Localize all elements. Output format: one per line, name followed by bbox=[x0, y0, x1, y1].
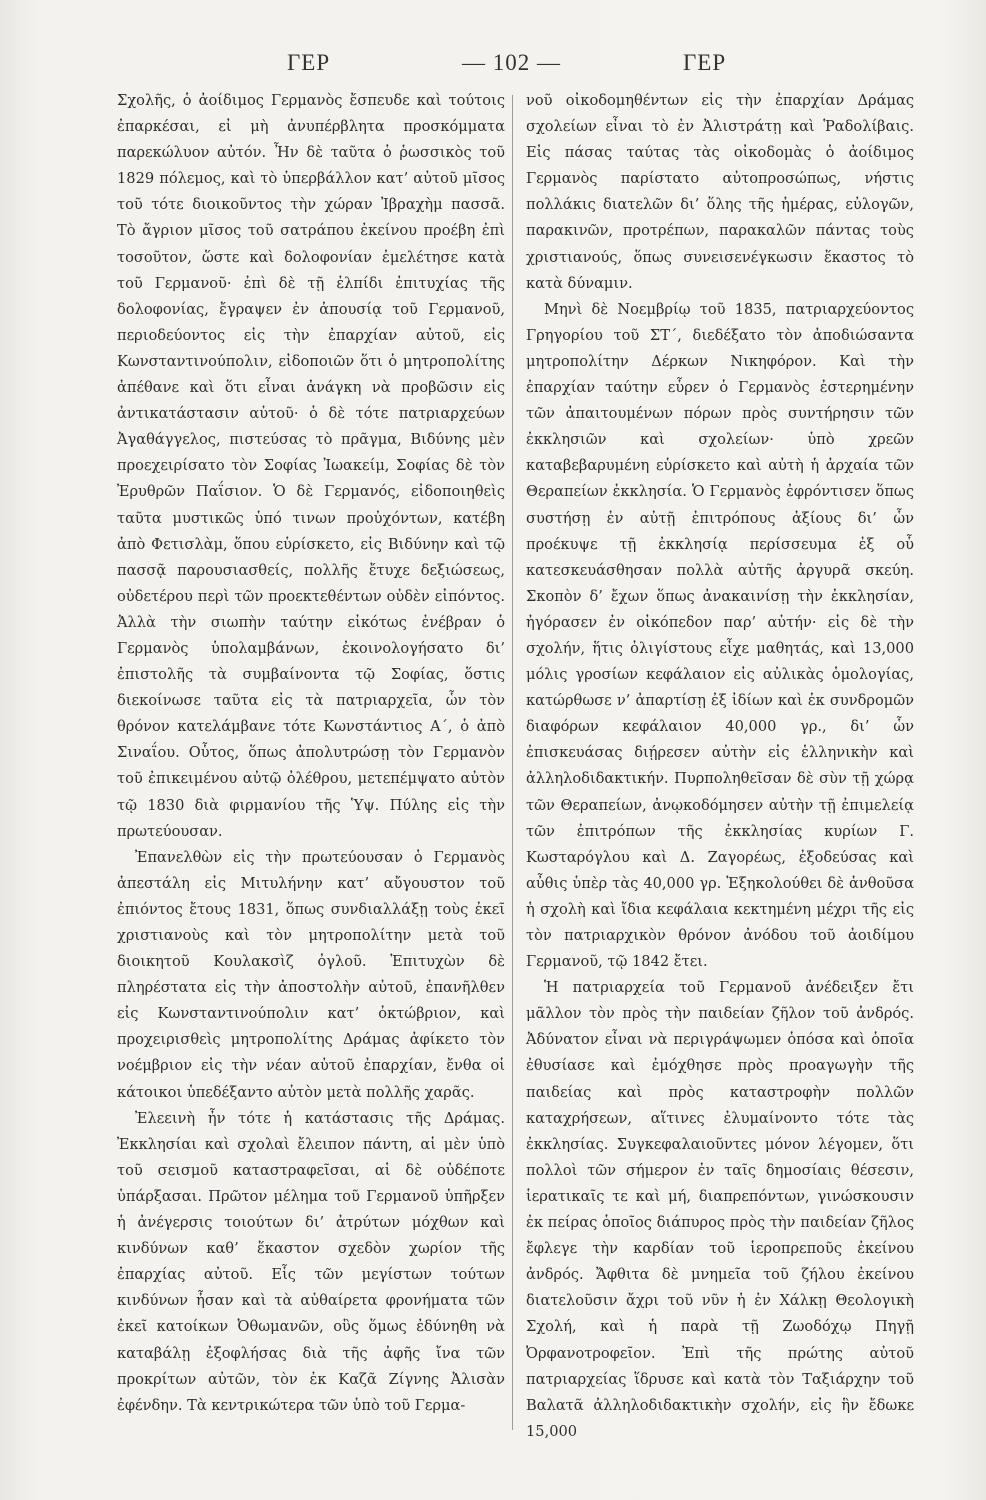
paragraph: Σχολῆς, ὁ ἀοίδιμος Γερμανὸς ἔσπευδε καὶ τούτοις ἐπαρκέσαι, εἰ μὴ ἀνυπέρβλητα προσκόμματα παρεκώλυον αὐτόν. Ἦν δὲ ταῦτα ὁ ῥωσσικὸς τοῦ 1829 πόλεμος, καὶ τὸ ὑπερβάλλον κατ’ αὐτοῦ μῖσος τοῦ τότε διοικοῦντος τὴν χώραν Ἰβραχὴμ πασσᾶ. Τὸ ἄγριον μῖσος τοῦ σατράπου ἐκείνου προέβη ἐπὶ τοσοῦτον, ὥστε καὶ δολοφονίαν ἐμελέτησε κατὰ τοῦ Γερμανοῦ· ἐπὶ δὲ τῇ ἐλπίδι ἐπιτυχίας τῆς δολοφονίας, ἔγραψεν ἐν ἀπουσίᾳ τοῦ Γερμανοῦ, περιοδεύοντος εἰς τὴν ἐπαρχίαν αὐτοῦ, εἰς Κωνσταντινούπολιν, εἰδοποιῶν ὅτι ὁ μητροπολίτης ἀπέθανε καὶ ὅτι εἶναι ἀνάγκη νὰ προβῶσιν εἰς ἀντικατάστασιν αὐτοῦ· ὁ δὲ τότε πατριαρχεύων Ἀγαθάγγελος, πιστεύσας τὸ πρᾶγμα, Βιδύνης μὲν προεχειρίσατο τὸν Σοφίας Ἰωακείμ, Σοφίας δὲ τὸν Ἐρυθρῶν Παΐσιον. Ὁ δὲ Γερμανός, εἰδοποιηθεὶς ταῦτα μυστικῶς ὑπό τινων προὐχόντων, κατέβη ἀπὸ Φετισλὰμ, ὅπου εὑρίσκετο, εἰς Βιδύνην καὶ τῷ πασσᾷ παρουσιασθείς, πολλῆς ἔτυχε δεξιώσεως, οὐδετέρου περὶ τῶν προεκτεθέντων οὐδὲν εἰπόντος. Ἀλλὰ τὴν σιωπὴν ταύτην εἰκότως ἐνέβραν ὁ Γερμανὸς ὑπολαμβάνων, ἐκοινολογήσατο δι’ ἐπιστολῆς τὰ συμβαίνοντα τῷ Σοφίας, ὅστις διεκοίνωσε ταῦτα εἰς τὰ πατριαρχεῖα, ὧν τὸν θρόνον κατελάμβανε τότε Κωνστάντιος Α΄, ὁ ἀπὸ Σιναΐου. Οὗτος, ὅπως ἀπολυτρώσῃ τὸν Γερμανὸν τοῦ ἐπικειμένου αὐτῷ ὀλέθρου, μετεπέμψατο αὐτὸν τῷ 1830 διὰ φιρμανίου τῆς Ὑψ. Πύλης εἰς τὴν πρωτεύουσαν. bbox=[117, 92, 505, 840]
running-head-right: ΓΕΡ bbox=[683, 50, 727, 75]
paragraph: Ἐλεεινὴ ἦν τότε ἡ κατάστασις τῆς Δράμας. Ἐκκλησίαι καὶ σχολαὶ ἔλειπον πάντη, αἱ μὲν ὑπὸ τοῦ σεισμοῦ καταστραφεῖσαι, αἱ δὲ οὐδέποτε ὑπάρξασαι. Πρῶτον μέλημα τοῦ Γερμανοῦ ὑπῆρξεν ἡ ἀνέγερσις τοιούτων δι’ ἀτρύτων μόχθων καὶ κινδύνων καθ’ ἕκαστον σχεδὸν χωρίον τῆς ἐπαρχίας αὐτοῦ. Εἷς τῶν μεγίστων τούτων κινδύνων ἦσαν καὶ τὰ αὐθαίρετα φρονήματα τῶν ἐκεῖ κατοίκων Ὀθωμανῶν, οὓς ὅμως ἐδύνηθη νὰ καταβάλῃ ἐξοφλήσας διὰ τῆς ἀφῆς ἴνα τῶν προκρίτων αὐτῶν, τὸν ἐκ Καζᾶ Ζίγνης Ἀλισὰν ἐφένδην. Τὰ κεντρικώτερα τῶν ὑπὸ τοῦ Γερμα- bbox=[117, 1109, 505, 1414]
paragraph: νοῦ οἰκοδομηθέντων εἰς τὴν ἐπαρχίαν Δράμας σχολείων εἶναι τὸ ἐν Ἀλιστράτῃ καὶ Ῥαδολίβαις. Εἰς πάσας ταύτας τὰς οἰκοδομὰς ὁ ἀοίδιμος Γερμανὸς παρίστατο αὐτοπροσώπως, νήστις πολλάκις διατελῶν δι’ ὅλης τῆς ἡμέρας, εὐλογῶν, παρακινῶν, προτρέπων, παρακαλῶν πάντας τοὺς χριστιανούς, ὅπως συνεισενέγκωσιν ἕκαστος τὸ κατὰ δύναμιν. bbox=[526, 92, 914, 292]
running-head-left: ΓΕΡ bbox=[287, 50, 331, 75]
left-column bbox=[117, 88, 505, 1419]
paragraph: Μηνὶ δὲ Νοεμβρίῳ τοῦ 1835, πατριαρχεύοντος Γρηγορίου τοῦ ΣΤ΄, διεδέξατο τὸν ἀποδιώσαντα μητροπολίτην Δέρκων Νικηφόρον. Καὶ τὴν ἐπαρχίαν ταύτην εὗρεν ὁ Γερμανὸς ἐστερημένην τῶν ἀπαιτουμένων πόρων πρὸς συντήρησιν τῶν ἐκκλησιῶν καὶ σχολείων· ὑπὸ χρεῶν καταβεβαρυμένη εὑρίσκετο καὶ αὐτὴ ἡ ἀρχαία τῶν Θεραπείων ἐκκλησία. Ὁ Γερμανὸς ἐφρόντισεν ὅπως συστήσῃ ἐν αὐτῇ ἐπιτρόπους ἀξίους δι’ ὧν προέκυψε τῇ ἐκκλησίᾳ περίσσευμα ἐξ οὗ κατεσκευάσθησαν πολλὰ αὐτῆς ἀργυρᾶ σκεύη. Σκοπὸν δ’ ἔχων ὅπως ἀνακαινίσῃ τὴν ἐκκλησίαν, ἠγόρασεν ἐν οἰκόπεδον παρ’ αὐτήν· εἰς δὲ τὴν σχολήν, ἥτις ὀλιγίστους εἶχε μαθητάς, καὶ 13,000 μόλις γροσίων κεφάλαιον εἰς αὐλικὰς ὁμολογίας, κατώρθωσε ν’ ἀπαρτίσῃ ἐξ ἰδίων καὶ ἐκ συνδρομῶν διαφόρων κεφάλαιον 40,000 γρ., δι’ ὧν ἐπισκευάσας διῄρεσεν αὐτὴν εἰς ἑλληνικὴν καὶ ἀλληλοδιδακτικήν. Πυρποληθεῖσαν δὲ σὺν τῇ χώρᾳ τῶν Θεραπείων, ἀνῳκοδόμησεν αὐτὴν τῇ ἐπιμελείᾳ τῶν ἐπιτρόπων τῆς ἐκκλησίας κυρίων Γ. Κωσταρόγλου καὶ Δ. Ζαγορέως, ἐξοδεύσας καὶ αὖθις ὑπὲρ τὰς 40,000 γρ. Ἐξηκολούθει δὲ ἀνθοῦσα ἡ σχολὴ καὶ ἴδια κεφάλαια κεκτημένη μέχρι τῆς εἰς τὸν πατριαρχικὸν θρόνον ἀνόδου τοῦ ἀοιδίμου Γερμανοῦ, τῷ 1842 ἔτει. bbox=[526, 300, 914, 971]
paragraph: Ἐπανελθὼν εἰς τὴν πρωτεύουσαν ὁ Γερμανὸς ἀπεστάλη εἰς Μιτυλήνην κατ’ αὔγουστον τοῦ ἐπιόντος ἔτους 1831, ὅπως συνδιαλλάξῃ τοὺς ἐκεῖ χριστιανοὺς καὶ τὸν μητροπολίτην μετὰ τοῦ διοικητοῦ Κουλακσὶζ ὀγλοῦ. Ἐπιτυχὼν δὲ πληρέστατα εἰς τὴν ἀποστολὴν αὐτοῦ, ἐπανῆλθεν εἰς Κωνσταντινούπολιν κατ’ ὀκτώβριον, καὶ προχειρισθεὶς μητροπολίτης Δράμας ἀφίκετο τὸν νοέμβριον εἰς τὴν νέαν αὐτοῦ ἐπαρχίαν, ἔνθα οἱ κάτοικοι ὑπεδέξαντο αὐτὸν μετὰ πολλῆς χαρᾶς. bbox=[117, 848, 505, 1101]
page-number: — 102 — bbox=[462, 50, 561, 75]
paragraph: Ἡ πατριαρχεία τοῦ Γερμανοῦ ἀνέδειξεν ἔτι μᾶλλον τὸν πρὸς τὴν παιδείαν ζῆλον τοῦ ἀνδρός. Ἀδύνατον εἶναι νὰ περιγράψωμεν ὁπόσα καὶ ὁποῖα ἐθυσίασε καὶ ἐμόχθησε πρὸς προαγωγὴν τῆς παιδείας καὶ πρὸς καταστροφὴν πολλῶν καταχρήσεων, αἵτινες ἐλυμαίνοντο τότε τὰς ἐκκλησίας. Συγκεφαλαιοῦντες μόνον λέγομεν, ὅτι πολλοὶ τῶν σήμερον ἐν ταῖς δημοσίαις θέσεσιν, ἱερατικαῖς τε καὶ μή, διαπρεπόντων, γινώσκουσιν ἐκ πείρας ὁποῖος διάπυρος πρὸς τὴν παιδείαν ζῆλος ἔφλεγε τὴν καρδίαν τοῦ ἱεροπρεποῦς ἐκείνου ἀνδρός. Ἄφθιτα δὲ μνημεῖα τοῦ ζήλου ἐκείνου διατελοῦσιν ἄχρι τοῦ νῦν ἡ ἐν Χάλκῃ Θεολογικὴ Σχολή, καὶ ἡ παρὰ τῇ Ζωοδόχῳ Πηγῇ Ὀρφανοτροφεῖον. Ἐπὶ τῆς πρώτης αὐτοῦ πατριαρχείας ἵδρυσε καὶ κατὰ τὸν Ταξιάρχην τοῦ Βαλατᾶ ἀλληλοδιδακτικὴν σχολήν, εἰς ἣν ἔδωκε 15,000 bbox=[526, 979, 914, 1440]
column-divider bbox=[512, 95, 513, 1430]
right-column bbox=[526, 88, 914, 1445]
